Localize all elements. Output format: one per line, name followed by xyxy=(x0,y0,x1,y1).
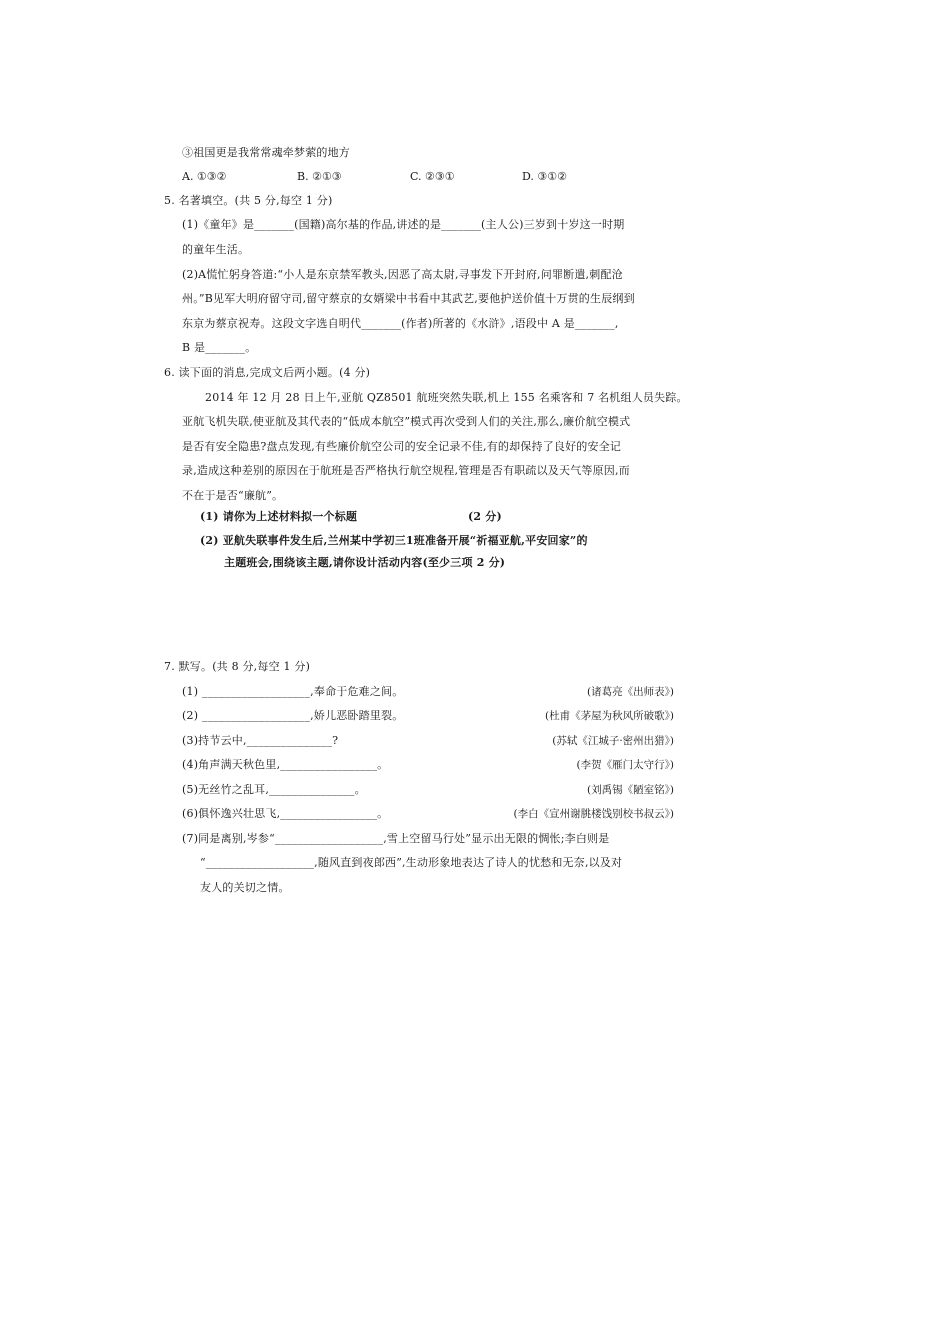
q7-item-6: (6)俱怀逸兴壮思飞,_________________。 xyxy=(182,807,389,820)
q7-item-2-source: (杜甫《茅屋为秋风所破歌》) xyxy=(545,710,674,722)
q5-p2-line1: (2)A慌忙躬身答道:“小人是东京禁军教头,因恶了高太尉,寻事发下开封府,问罪断遣,刺配沧 xyxy=(182,268,623,281)
q4-option-b: B. ②①③ xyxy=(297,170,342,183)
q5-p2-line3: 东京为蔡京祝寿。这段文字选自明代_______(作者)所著的《水浒》,语段中 A 是_______, xyxy=(182,317,619,330)
q7-item-1: (1) ___________________,奉命于危难之间。 xyxy=(182,685,404,698)
q7-item-2: (2) ___________________,娇儿恶卧踏里裂。 xyxy=(182,709,404,722)
q5-p1-line1: (1)《童年》是_______(国籍)高尔基的作品,讲述的是_______(主人公)三岁到十岁这一时期 xyxy=(182,218,625,231)
q6-para-line2: 亚航飞机失联,使亚航及其代表的“低成本航空”模式再次受到人们的关注,那么,廉价航空模式 xyxy=(182,415,631,428)
q6-para-line1: 2014 年 12 月 28 日上午,亚航 QZ8501 航班突然失联,机上 155 名乘客和 7 名机组人员失踪。 xyxy=(205,391,688,404)
q6-title: 6. 读下面的消息,完成文后两小题。(4 分) xyxy=(164,366,371,379)
q7-item-7-line2: “___________________,随风直到夜郎西”,生动形象地表达了诗人的忧愁和无奈,以及对 xyxy=(200,856,623,869)
q7-item-7-line3: 友人的关切之情。 xyxy=(200,881,290,894)
q5-p2-line4: B 是_______。 xyxy=(182,341,257,354)
q7-item-1-source: (诸葛亮《出师表》) xyxy=(587,686,674,698)
q4-item3: ③祖国更是我常常魂牵梦萦的地方 xyxy=(182,146,350,159)
q7-item-5-source: (刘禹锡《陋室铭》) xyxy=(587,784,674,796)
q7-title: 7. 默写。(共 8 分,每空 1 分) xyxy=(164,660,311,673)
q6-sub1-score: (2 分) xyxy=(468,510,502,523)
q7-item-5: (5)无丝竹之乱耳,_______________。 xyxy=(182,783,366,796)
q7-item-3-source: (苏轼《江城子·密州出猎》) xyxy=(552,735,674,747)
q7-item-4: (4)角声满天秋色里,_________________。 xyxy=(182,758,389,771)
q6-para-line3: 是否有安全隐患?盘点发现,有些廉价航空公司的安全记录不佳,有的却保持了良好的安全记 xyxy=(182,440,622,453)
q5-title: 5. 名著填空。(共 5 分,每空 1 分) xyxy=(164,194,333,207)
q5-p1-line2: 的童年生活。 xyxy=(182,243,250,256)
q4-option-a: A. ①③② xyxy=(182,170,227,183)
q4-option-c: C. ②③① xyxy=(410,170,455,183)
q7-item-4-source: (李贺《雁门太守行》) xyxy=(576,759,674,771)
q4-option-d: D. ③①② xyxy=(522,170,568,183)
q6-sub2-line2: 主题班会,围绕该主题,请你设计活动内容(至少三项 2 分) xyxy=(224,556,506,569)
q6-sub1: (1) 请你为上述材料拟一个标题 xyxy=(200,510,358,523)
q7-item-3: (3)持节云中,_______________? xyxy=(182,734,339,747)
q6-para-line5: 不在于是否“廉航”。 xyxy=(182,489,284,502)
q5-p2-line2: 州。”B见军大明府留守司,留守蔡京的女婿梁中书看中其武艺,要他护送价值十万贯的生辰纲到 xyxy=(182,292,635,305)
q6-sub2-line1: (2) 亚航失联事件发生后,兰州某中学初三1班准备开展“祈福亚航,平安回家”的 xyxy=(200,534,588,547)
q7-item-7-line1: (7)同是离别,岑参“___________________,雪上空留马行处”显示出无限的惆怅;李白则是 xyxy=(182,832,610,845)
q6-para-line4: 录,造成这种差别的原因在于航班是否严格执行航空规程,管理是否有职疏以及天气等原因,而 xyxy=(182,464,630,477)
q7-item-6-source: (李白《宣州谢朓楼饯别校书叔云》) xyxy=(513,808,674,820)
